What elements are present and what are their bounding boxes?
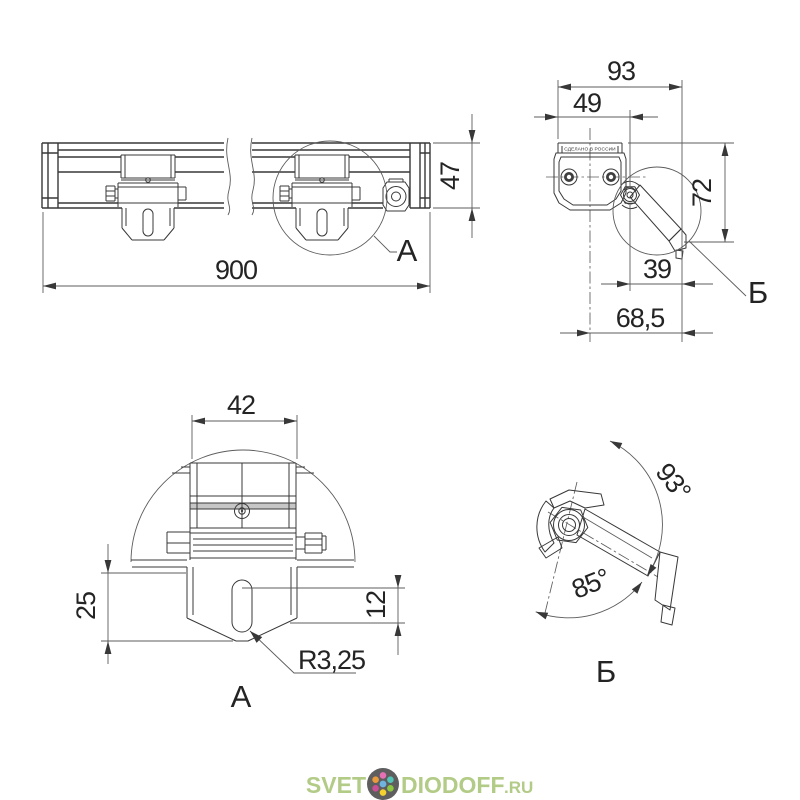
dim-slot-radius-value: R3,25 [298,645,366,675]
dimension-height-47 [433,114,480,238]
detail-a-title: А [230,679,252,714]
logo-text-ru: .RU [504,778,534,797]
mount-bracket-right [280,155,360,240]
dimension-bracket-height-25 [71,544,233,664]
logo-text-svet: SVET [305,772,366,798]
detail-a-marker: А [396,233,418,268]
detail-b-title: Б [595,654,617,689]
dimension-slot-radius [250,631,365,675]
led-logo-icon [367,768,399,800]
detail-b-pivot [550,507,588,542]
dim-bracket-height-value: 25 [71,591,101,621]
dim-arm-offset-value: 39 [642,254,672,284]
break-lines [227,138,255,215]
dimension-slot-length-12 [242,575,405,655]
dim-slot-length-value: 12 [361,590,391,620]
detail-a-view [71,390,405,714]
detail-a-clamp [167,463,326,560]
detail-b-leader [689,241,746,296]
logo-text-diodoff: DIODOFF [401,772,505,798]
angle-lower-value: 85° [567,562,614,605]
dim-overall-width-value: 93 [606,56,636,86]
dim-clamp-width-value: 42 [226,390,256,420]
fixture-body-outline [42,143,430,208]
side-view [42,114,480,293]
dimension-overall-depth-68-5 [560,303,713,336]
detail-b-centerlines [544,482,658,617]
detail-b-view [536,441,697,689]
end-view [534,56,768,342]
dimension-clamp-width-42 [192,390,297,459]
dim-overall-depth-value: 68,5 [615,303,665,333]
dimension-body-width-49 [534,88,658,187]
dim-body-width-value: 49 [572,88,602,118]
watermark-logo [306,768,533,800]
detail-b-marker: Б [747,275,769,310]
angle-85-dimension [536,563,642,620]
detail-a-hanging-bracket [187,567,297,641]
angle-upper-value: 93° [649,457,697,506]
dimension-height-72 [628,143,734,242]
dimension-length-900 [43,212,430,293]
dim-height-value: 47 [435,161,465,191]
detail-a-leader [374,236,397,252]
dim-height-72-value: 72 [687,178,717,208]
angle-93-dimension [610,441,697,576]
mount-bracket-left [106,155,186,240]
endcap-made-in-text: СДЕЛАНО В РОССИИ [564,147,616,153]
dim-length-value: 900 [214,255,258,285]
